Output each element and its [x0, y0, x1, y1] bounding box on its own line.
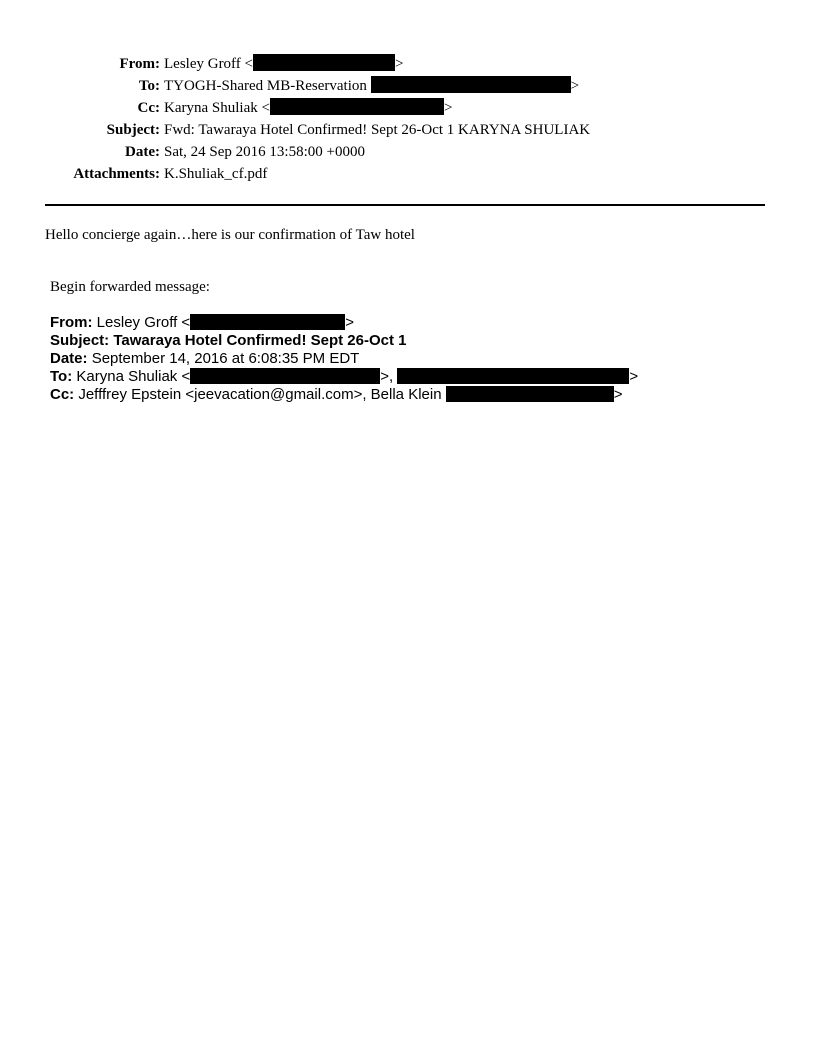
header-subject-label: Subject: — [106, 122, 160, 138]
redaction-box — [190, 368, 380, 384]
email-header — [0, 53, 816, 185]
fwd-from-label: From: — [50, 314, 93, 331]
forwarded-header — [50, 314, 638, 404]
forwarded-intro: Begin forwarded message: — [50, 279, 210, 295]
fwd-cc-close: > — [613, 386, 623, 403]
redaction-box — [397, 368, 629, 384]
header-cc-close: > — [443, 100, 453, 116]
header-to-name: TYOGH-Shared MB-Reservation — [164, 78, 367, 94]
redaction-box — [190, 314, 345, 330]
header-cc-row — [0, 97, 816, 119]
fwd-to-label: To: — [50, 368, 73, 385]
header-from-row — [0, 53, 816, 75]
header-attachments-label: Attachments: — [73, 166, 160, 182]
fwd-to-row — [50, 368, 638, 386]
fwd-subject-row — [50, 332, 638, 350]
fwd-date-label: Date: — [50, 350, 88, 367]
fwd-to-close: > — [629, 368, 639, 385]
redaction-box — [270, 98, 444, 115]
header-date-row — [0, 141, 816, 163]
header-divider — [45, 204, 765, 206]
redaction-box — [253, 54, 395, 71]
header-from-close: > — [395, 56, 404, 72]
fwd-cc-label: Cc: — [50, 386, 75, 403]
fwd-from-name: Lesley Groff < — [96, 314, 191, 331]
fwd-from-close: > — [345, 314, 354, 331]
message-body: Hello concierge again…here is our confirmation of Taw hotel — [45, 227, 415, 243]
header-cc-name: Karyna Shuliak < — [164, 100, 270, 116]
header-date-value: Sat, 24 Sep 2016 13:58:00 +0000 — [164, 144, 365, 160]
header-from-value — [164, 53, 403, 75]
fwd-subject-value: Tawaraya Hotel Confirmed! Sept 26-Oct 1 — [113, 332, 407, 349]
header-to-row — [0, 75, 816, 97]
fwd-from-row — [50, 314, 638, 332]
redaction-box — [371, 76, 571, 93]
fwd-cc-row — [50, 386, 638, 404]
header-to-close: > — [570, 78, 580, 94]
fwd-date-row — [50, 350, 638, 368]
fwd-date-value: September 14, 2016 at 6:08:35 PM EDT — [91, 350, 360, 367]
attachment-link[interactable]: K.Shuliak_cf.pdf — [164, 166, 268, 182]
header-cc-value — [164, 97, 452, 119]
fwd-to-sep: >, — [380, 368, 398, 385]
redaction-box — [446, 386, 614, 402]
header-attachments-row — [0, 163, 816, 185]
header-to-value — [164, 75, 579, 97]
fwd-subject-label: Subject: — [50, 332, 110, 349]
header-from-name: Lesley Groff < — [164, 56, 253, 72]
header-subject-value: Fwd: Tawaraya Hotel Confirmed! Sept 26-Oct 1 KARYNA SHULIAK — [164, 122, 591, 138]
header-cc-label: Cc: — [137, 100, 160, 116]
header-date-label: Date: — [125, 144, 160, 160]
fwd-to-name: Karyna Shuliak < — [76, 368, 191, 385]
fwd-cc-value: Jefffrey Epstein <jeevacation@gmail.com>, Bella Klein — [78, 386, 442, 403]
header-from-label: From: — [119, 56, 160, 72]
header-subject-row — [0, 119, 816, 141]
header-to-label: To: — [138, 78, 160, 94]
